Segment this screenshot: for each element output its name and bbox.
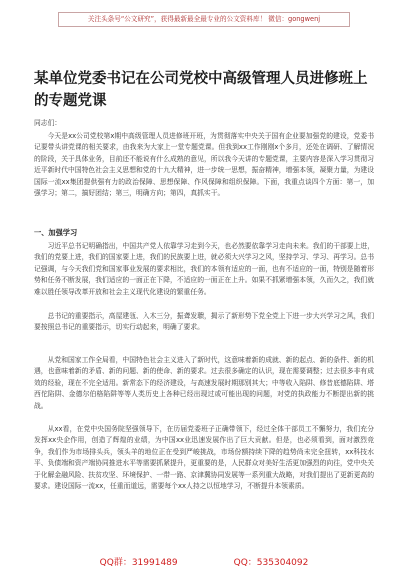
paragraph-text: 总书记的重要指示，高屋建瓴、入木三分，振聋发聩，揭示了新形势下党全党上下进一步大兴学习之风，我们要按照总书记的重要指示，切实行动起来，明确了要求。 (34, 312, 374, 332)
footer-contact (0, 557, 408, 569)
section-paragraph-1 (34, 241, 374, 298)
paragraph-text: 从党和国家工作全局看，中国特色社会主义进入了新时代，这意味着新的成就、新的起点、新的条件、新的机遇，也意味着新的矛盾、新的问题、新的使命、新的要求。过去很多确定的认识，现在需要调整；过去很多非有成效的经验，现在不完全适用。新常态下的经济建设，与高速发展时期那别其大；中等收入陷阱、修昔底德陷阱、塔西佗陷阱、金德尔伯格陷阱等等人类历史上各种已经出现过或可能出现的问题，对党的执政能力不断提出新的挑战。 (34, 356, 374, 410)
paragraph-text: 习近平总书记明确指出，中国共产党人依靠学习走到今天，也必然要依靠学习走向未来。我们的干部要上进，我们的党要上进，我们的国家要上进，我们的民族要上进，就必须大兴学习之风，坚持学习、学习、再学习。总书记强调，与今天我们党和国家事业发展的要求相比，我们的本领有适应的一面，也有不适应的一面，特别是随着形势和任务不断发展，我们适应的一面正在下降，不适应的一面正在上升。如果不抓紧增强本领，久而久之，我们就难以胜任领导改革开放和社会主义现代化建设的繁重任务。 (34, 242, 374, 296)
qq-number: QQ：535304092 (233, 558, 309, 568)
section-paragraph-2 (34, 311, 374, 334)
promo-banner: 关注头条号“公文研究”，获得最新最全最专业的公文资料库！ 微信：gongwenj (58, 12, 350, 27)
intro-text: 今天是xx公司党校第x期中高级管理人员进修班开班，为贯彻落实中央关于国有企业要加强党的建设，党委书记要带头讲党课的相关要求，由我来为大家上一堂专题党课。但我到xx工作刚刚x个多月，还处在调研、了解情况的阶段，关于具体业务，目前还不能说有什么成熟的意见，所以我今天讲的专题党课，主要内容是深入学习贯彻习近平新时代中国特色社会主义思想和党的十九大精神，进一步统一思想，振奋精神，增强本领，凝聚力量，为建设国际一流xx集团提供强有力的政治保障、思想保障、作风保障和组织保障。下面，我重点谈四个方面：第一，加强学习；第二，搞好团结；第三，明确方向；第四，真抓实干。 (34, 132, 374, 198)
section-paragraph-4 (34, 424, 374, 492)
paragraph-text: 从xx看，在党中央国务院坚强领导下，在历届党委班子正确带领下，经过全体干部员工不懈努力，我们充分发挥xx央企作用，创造了辉煌的业绩，为中国xx业迅速发展作出了巨大贡献。但是，也必须看到，面对激烈竞争，我们作为市场排头兵，领头羊的地位正在受到严峻挑战，市场份额持续下降的趋势尚未完全扭转，xx科技水平、负债端和资产端协同推进水平等需要抓紧提升，更重要的是，人民群众对美好生活更加强烈的向往，党中央关于化解金融风险、扶贫攻坚、环境保护、一带一路、京津冀协同发展等一系列重大战略，对我们提出了更新更高的要求。建设国际一流xx，任重而道远，需要每个xx人持之以恒地学习，不断提升本领素质。 (34, 425, 374, 491)
section-heading: 一、加强学习 (34, 228, 78, 237)
section-paragraph-3 (34, 355, 374, 412)
greeting (34, 118, 374, 129)
qq-group: QQ群：31991489 (99, 558, 178, 568)
greeting-text: 同志们： (34, 119, 62, 127)
intro-paragraph (34, 131, 374, 199)
document-title: 某单位党委书记在公司党校中高级管理人员进修班上的专题党课 (34, 71, 368, 109)
